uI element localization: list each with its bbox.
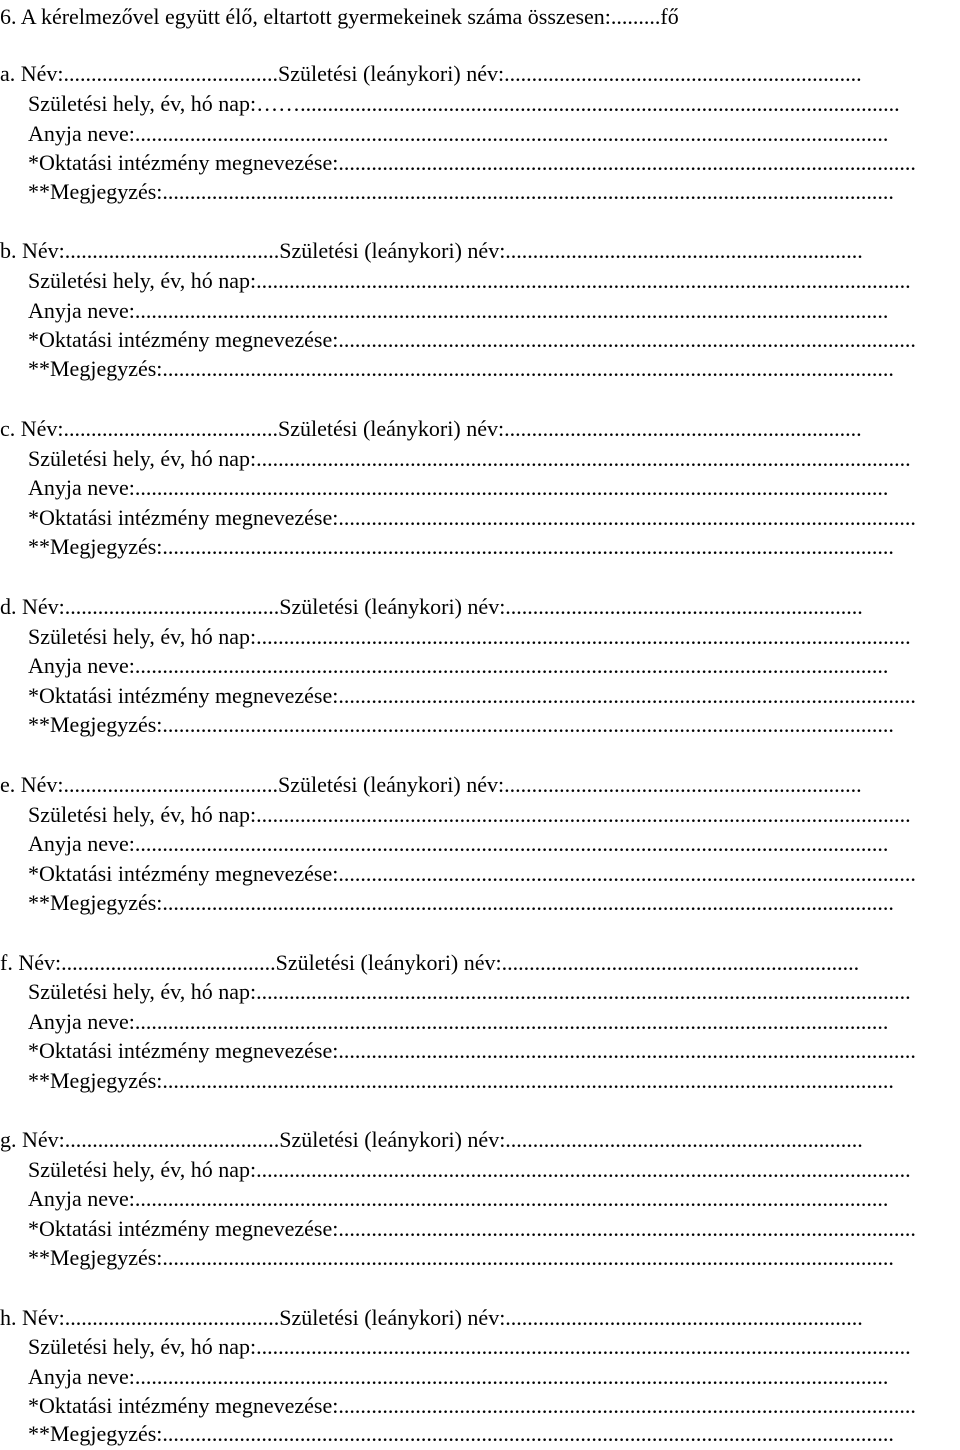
child-f-birth-line[interactable]: Születési hely, év, hó nap:....................................................................................................................... bbox=[28, 979, 911, 1004]
child-g-name-line[interactable]: g. Név:.......................................Születési (leánykori) név:................................................................. bbox=[0, 1127, 863, 1152]
child-g-mother-line[interactable]: Anyja neve:......................................................................................................................................... bbox=[28, 1186, 889, 1211]
child-e-school-line[interactable]: *Oktatási intézmény megnevezése:......................................................................................................... bbox=[28, 861, 916, 886]
child-c-name-line[interactable]: c. Név:.......................................Születési (leánykori) név:................................................................. bbox=[0, 416, 862, 441]
child-g-school-line[interactable]: *Oktatási intézmény megnevezése:......................................................................................................... bbox=[28, 1216, 916, 1241]
child-e-birth-line[interactable]: Születési hely, év, hó nap:....................................................................................................................... bbox=[28, 802, 911, 827]
child-f-mother-line[interactable]: Anyja neve:......................................................................................................................................... bbox=[28, 1009, 889, 1034]
child-e-note-line[interactable]: **Megjegyzés:..................................................................................................................................... bbox=[28, 890, 894, 915]
child-a-school-line[interactable]: *Oktatási intézmény megnevezése:......................................................................................................... bbox=[28, 150, 916, 175]
child-b-mother-line[interactable]: Anyja neve:......................................................................................................................................... bbox=[28, 298, 889, 323]
child-b-school-line[interactable]: *Oktatási intézmény megnevezése:......................................................................................................... bbox=[28, 327, 916, 352]
child-c-note-line[interactable]: **Megjegyzés:..................................................................................................................................... bbox=[28, 534, 894, 559]
child-h-note-line[interactable]: **Megjegyzés:..................................................................................................................................... bbox=[28, 1421, 894, 1446]
children-count-question bbox=[0, 2, 956, 32]
child-c-birth-line[interactable]: Születési hely, év, hó nap:....................................................................................................................... bbox=[28, 446, 911, 471]
child-h-mother-line[interactable]: Anyja neve:......................................................................................................................................... bbox=[28, 1364, 889, 1389]
child-f-name-line[interactable]: f. Név:.......................................Születési (leánykori) név:................................................................. bbox=[0, 950, 860, 975]
question-label: 6. A kérelmezővel együtt élő, eltartott gyermekeinek száma összesen: bbox=[0, 4, 611, 29]
child-h-name-line[interactable]: h. Név:.......................................Születési (leánykori) név:................................................................. bbox=[0, 1305, 863, 1330]
child-d-school-line[interactable]: *Oktatási intézmény megnevezése:......................................................................................................... bbox=[28, 683, 916, 708]
child-e-name-line[interactable]: e. Név:.......................................Születési (leánykori) név:................................................................. bbox=[0, 772, 862, 797]
child-f-note-line[interactable]: **Megjegyzés:..................................................................................................................................... bbox=[28, 1068, 894, 1093]
child-h-school-line[interactable]: *Oktatási intézmény megnevezése:......................................................................................................... bbox=[28, 1393, 916, 1418]
child-f-school-line[interactable]: *Oktatási intézmény megnevezése:......................................................................................................... bbox=[28, 1038, 916, 1063]
child-c-mother-line[interactable]: Anyja neve:......................................................................................................................................... bbox=[28, 475, 889, 500]
children-count-field[interactable]: ......... bbox=[610, 4, 661, 29]
child-d-note-line[interactable]: **Megjegyzés:..................................................................................................................................... bbox=[28, 712, 894, 737]
child-b-note-line[interactable]: **Megjegyzés:..................................................................................................................................... bbox=[28, 356, 894, 381]
child-a-birth-line[interactable]: Születési hely, év, hó nap:……............................................................................................................. bbox=[28, 91, 900, 116]
child-e-mother-line[interactable]: Anyja neve:......................................................................................................................................... bbox=[28, 831, 889, 856]
child-d-birth-line[interactable]: Születési hely, év, hó nap:....................................................................................................................... bbox=[28, 624, 911, 649]
child-b-name-line[interactable]: b. Név:.......................................Születési (leánykori) név:................................................................. bbox=[0, 238, 863, 263]
child-a-name-line[interactable]: a. Név:.......................................Születési (leánykori) név:................................................................. bbox=[0, 61, 862, 86]
child-h-birth-line[interactable]: Születési hely, év, hó nap:....................................................................................................................... bbox=[28, 1334, 911, 1359]
child-a-mother-line[interactable]: Anyja neve:......................................................................................................................................... bbox=[28, 121, 889, 146]
unit-label: fő bbox=[660, 4, 679, 29]
child-b-birth-line[interactable]: Születési hely, év, hó nap:....................................................................................................................... bbox=[28, 268, 911, 293]
child-d-mother-line[interactable]: Anyja neve:......................................................................................................................................... bbox=[28, 653, 889, 678]
child-g-note-line[interactable]: **Megjegyzés:..................................................................................................................................... bbox=[28, 1245, 894, 1270]
child-d-name-line[interactable]: d. Név:.......................................Születési (leánykori) név:................................................................. bbox=[0, 594, 863, 619]
child-a-note-line[interactable]: **Megjegyzés:..................................................................................................................................... bbox=[28, 179, 894, 204]
child-c-school-line[interactable]: *Oktatási intézmény megnevezése:......................................................................................................... bbox=[28, 505, 916, 530]
child-g-birth-line[interactable]: Születési hely, év, hó nap:....................................................................................................................... bbox=[28, 1157, 911, 1182]
